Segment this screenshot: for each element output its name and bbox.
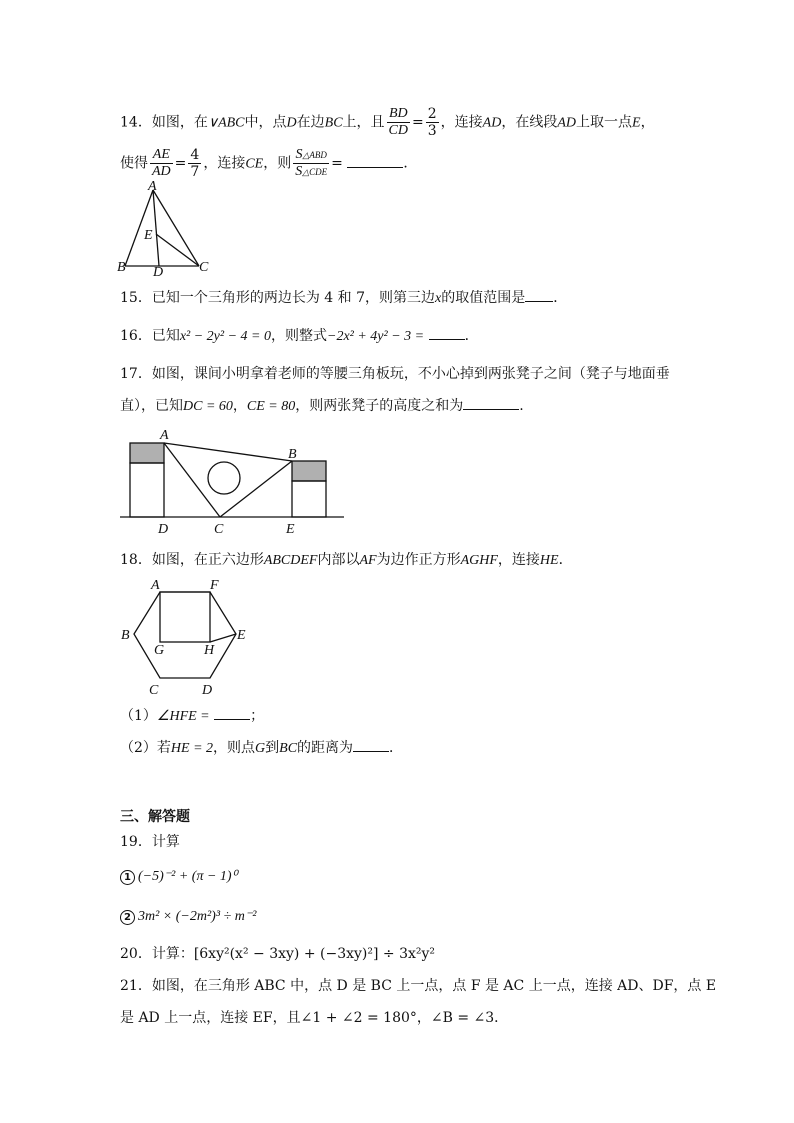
q18-text: 到: [265, 740, 280, 756]
q18-square: AGHF: [460, 553, 498, 568]
q14-fraction-bd-cd: $\frac{BD}{CD}$: [388, 106, 408, 138]
q14-label-a: A: [148, 179, 157, 194]
q18-segment: AF: [359, 553, 377, 568]
q14-edge-ac: [153, 190, 199, 266]
q20-line: 20．计算：[6xy²(x² − 3xy) + (−3xy)²] ÷ 3x²y²: [120, 946, 436, 962]
q18-text: ．: [389, 740, 404, 756]
q17-figure: [118, 425, 348, 540]
q17-label-e: E: [286, 522, 295, 537]
q18-text: ，则点: [213, 740, 256, 756]
q17-line2: [120, 396, 524, 417]
q14-segment: AD: [482, 115, 502, 131]
q18-text: 内部以: [317, 552, 360, 568]
q17-triangle-ac: [164, 443, 220, 517]
q18-text: ，连接: [497, 552, 540, 568]
circled-number-1: 1: [120, 870, 135, 885]
q18-sub2-blank[interactable]: [353, 739, 389, 752]
q14-text: 在边: [296, 114, 325, 131]
q18-angle: ∠HFE =: [156, 709, 210, 724]
q15-text: 已知一个三角形的两边长为 4 和 7，则第三边: [151, 290, 435, 306]
q18-square-shape: [160, 592, 210, 642]
q18-label-e: E: [237, 628, 246, 643]
q14-area-ratio: $\frac{\text{S△ABD}}{\text{S△CDE}}$: [295, 147, 328, 179]
q18-segment: HE: [539, 553, 559, 568]
q18-text: 为边作正方形: [376, 552, 461, 568]
q14-label-e: E: [144, 228, 153, 243]
q15-answer-blank[interactable]: [525, 289, 553, 302]
q14-text: ，则: [263, 155, 292, 172]
q14-label-d: D: [153, 265, 164, 280]
q14-label-c: C: [199, 260, 209, 275]
q14-segment: BC: [324, 115, 343, 131]
q17-answer-blank[interactable]: [463, 397, 519, 410]
q19-item2: [120, 906, 256, 927]
q18-segment: BC: [279, 741, 298, 756]
q17-label-a: A: [160, 428, 169, 443]
q15-line: [120, 288, 567, 309]
q18-label-f: F: [210, 578, 219, 593]
q18-point: G: [255, 741, 266, 756]
q17-text: ，则两张凳子的高度之和为: [295, 398, 464, 414]
q14-segment: AD: [557, 115, 576, 131]
q14-line1: [120, 106, 655, 139]
q17-text: .: [519, 398, 524, 414]
q14-line2: [120, 147, 417, 180]
q14-text: ，连接: [440, 114, 483, 131]
q18-label-b: B: [121, 628, 130, 643]
q18-text: ．: [558, 552, 573, 568]
q18-label-c: C: [149, 683, 159, 698]
q17-ce: CE = 80: [246, 399, 296, 414]
q14-equals: =: [331, 155, 343, 172]
q18-label-d: D: [202, 683, 213, 698]
q19-expression1: (−5)⁻² + (π − 1)⁰: [138, 869, 238, 884]
q18-text: 的距离为: [297, 740, 354, 756]
q17-triangle-ab: [164, 443, 292, 461]
q17-line1: 17．如图，课间小明拿着老师的等腰三角板玩，不小心掉到两张凳子之间（凳子与地面垂: [120, 366, 670, 382]
q16-answer-blank[interactable]: [429, 327, 465, 340]
q17-left-stool-top: [130, 443, 164, 463]
q18-hexagon: ABCDEF: [263, 553, 318, 568]
q14-fraction-4-7: $\frac{4}{7}$: [190, 147, 200, 180]
q17-label-b: B: [288, 447, 297, 462]
q14-text: ，连接: [203, 155, 246, 172]
q17-left-stool-leg: [130, 463, 164, 517]
q17-right-stool-top: [292, 461, 326, 481]
q14-equals: =: [412, 114, 424, 131]
q16-number: 16．: [120, 328, 152, 344]
q18-text: （2）若: [120, 740, 171, 756]
q14-segment: CE: [245, 156, 264, 172]
q18-text: （1）: [120, 708, 157, 724]
q14-equals: =: [174, 155, 187, 172]
q14-text: ．: [403, 155, 418, 172]
q18-label-a: A: [151, 578, 160, 593]
q18-figure: [118, 576, 258, 698]
q14-point: D: [286, 115, 297, 131]
q14-text: 上取一点: [576, 114, 632, 131]
q16-text: ，则整式: [271, 328, 327, 344]
q14-number: 14．: [120, 114, 152, 131]
q14-segment-ce: [156, 234, 199, 266]
q17-label-d: D: [158, 522, 169, 537]
q18-line1: [120, 550, 573, 571]
q19-title: 19．计算: [120, 834, 180, 850]
q18-sub1-blank[interactable]: [214, 707, 250, 720]
q16-text: ．: [464, 328, 479, 344]
q14-answer-blank[interactable]: [347, 155, 403, 168]
q19-item1: [120, 866, 237, 887]
q21-line1: 21．如图，在三角形 ABC 中，点 D 是 BC 上一点，点 F 是 AC 上一点，连接 AD、DF，点 E: [120, 978, 717, 994]
q17-right-stool-leg: [292, 481, 326, 517]
q15-text: 的取值范围是: [441, 290, 526, 306]
q14-text: 使得: [120, 155, 148, 172]
q14-triangle: ∨ABC: [207, 115, 245, 131]
q17-text: 直），已知: [120, 398, 183, 414]
q21-line2: 是 AD 上一点，连接 EF，且∠1 + ∠2 = 180°，∠B = ∠3．: [120, 1010, 509, 1026]
q14-text: 如图，在: [151, 114, 208, 131]
q15-text: ．: [553, 290, 568, 306]
q18-label-g: G: [154, 643, 165, 658]
q17-label-c: C: [214, 522, 224, 537]
q14-text: ，: [640, 114, 655, 131]
q19-expression2: 3m² × (−2m²)³ ÷ m⁻²: [138, 909, 257, 924]
q17-text: ，: [232, 398, 247, 414]
section-heading: 三、解答题: [120, 809, 190, 825]
circled-number-2: 2: [120, 910, 135, 925]
q18-he: HE = 2: [170, 741, 214, 756]
q16-line: [120, 326, 479, 347]
q14-segment-ad: [153, 190, 159, 266]
q14-label-b: B: [117, 260, 126, 275]
q15-variable: x: [435, 291, 442, 306]
q18-text: ；: [250, 708, 265, 724]
q16-text: 已知: [151, 328, 180, 344]
q14-text: ，在线段: [501, 114, 558, 131]
q14-figure: [115, 178, 215, 278]
q17-dc: DC = 60: [183, 399, 233, 414]
q14-fraction-2-3: $\frac{2}{3}$: [427, 106, 437, 139]
q18-text: 18．如图，在正六边形: [120, 552, 264, 568]
q18-sub2: [120, 738, 403, 759]
q14-text: 上，且: [342, 114, 385, 131]
q16-expression: −2x² + 4y² − 3 =: [327, 329, 425, 344]
q17-triangle-hole: [208, 462, 240, 494]
q18-hexagon-shape: [134, 592, 236, 678]
q18-label-h: H: [204, 643, 215, 658]
q14-text: 中，点: [244, 114, 287, 131]
q18-sub1: [120, 706, 264, 727]
q15-number: 15．: [120, 290, 152, 306]
q14-point: E: [632, 115, 641, 131]
q14-fraction-ae-ad: $\frac{AE}{AD}$: [152, 147, 171, 179]
q17-triangle-cb: [220, 461, 292, 517]
q16-expression: x² − 2y² − 4 = 0: [179, 329, 271, 344]
